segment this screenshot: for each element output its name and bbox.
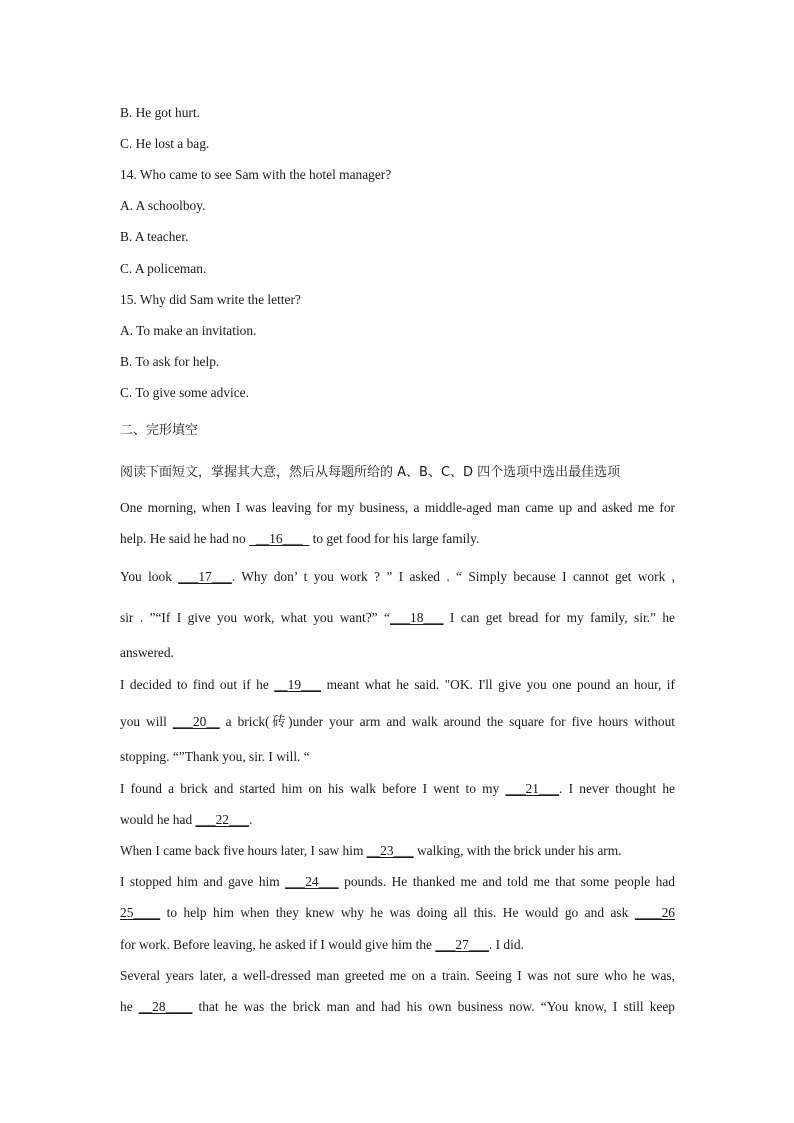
option-a-q15: A. To make an invitation. — [120, 323, 257, 338]
passage-line: I found a brick and started him on his walk before I went to my ___21___. I never thought he — [120, 781, 675, 796]
blank-20: ___20__ — [172, 714, 220, 729]
blank-28: __28____ — [138, 999, 193, 1014]
blank-27: ___27___ — [435, 937, 489, 952]
option-c-q14: C. A policeman. — [120, 261, 207, 276]
option-a-q14: A. A schoolboy. — [120, 198, 206, 213]
question-15: 15. Why did Sam write the letter? — [120, 292, 301, 307]
passage-line: You look ___17___. Why don’ t you work ? ” I asked . “ Simply because I cannot get work , — [120, 569, 675, 584]
option-b-q14: B. A teacher. — [120, 229, 189, 244]
blank-22: ___22___ — [195, 812, 250, 827]
passage-line: sir . ”“If I give you work, what you want?” “___18___ I can get bread for my family, sir.” he — [120, 610, 675, 625]
blank-17: ___17___ — [178, 569, 232, 584]
blank-21: ___21___ — [505, 781, 560, 796]
passage-line: stopping. “”Thank you, sir. I will. “ — [120, 749, 310, 764]
passage-line: help. He said he had no __16___ to get food for his large family. — [120, 531, 480, 546]
passage-line: When I came back five hours later, I saw him __23___ walking, with the brick under his arm. — [120, 843, 622, 858]
passage-line: you will ___20__ a brick(砖)under your arm and walk around the square for five hours without — [120, 714, 675, 729]
passage-line: One morning, when I was leaving for my business, a middle-aged man came up and asked me for — [120, 500, 675, 515]
blank-25: 25____ — [120, 905, 161, 920]
option-b-q15: B. To ask for help. — [120, 354, 220, 369]
blank-24: ___24___ — [285, 874, 339, 889]
passage-line: for work. Before leaving, he asked if I would give him the ___27___. I did. — [120, 937, 524, 952]
blank-26: ____26 — [634, 905, 675, 920]
option-c-q15: C. To give some advice. — [120, 385, 249, 400]
passage-line: would he had ___22___. — [120, 812, 253, 827]
passage-line: I stopped him and gave him ___24___ pounds. He thanked me and told me that some people had — [120, 874, 675, 889]
blank-18: ___18___ — [389, 610, 444, 625]
passage-line: answered. — [120, 645, 174, 660]
blank-19: __19___ — [274, 677, 322, 692]
passage-line: 25____ to help him when they knew why he was doing all this. He would go and ask ____26 — [120, 905, 675, 920]
option-b-q13: B. He got hurt. — [120, 105, 200, 120]
option-c-q13: C. He lost a bag. — [120, 136, 210, 151]
passage-line: I decided to find out if he __19___ meant what he said. "OK. I'll give you one pound an hour, if — [120, 677, 675, 692]
passage-line: Several years later, a well-dressed man greeted me on a train. Seeing I was not sure who he was, — [120, 968, 675, 983]
question-14: 14. Who came to see Sam with the hotel manager? — [120, 167, 392, 182]
section-instruction: 阅读下面短文，掌握其大意，然后从每题所给的 A、B、C、D 四个选项中选出最佳选项 — [120, 465, 621, 480]
passage-line: he __28____ that he was the brick man and had his own business now. “You know, I still keep — [120, 999, 675, 1014]
blank-23: __23___ — [366, 843, 414, 858]
section-title: 二、完形填空 — [120, 423, 199, 438]
blank-16: __16___ — [249, 531, 310, 546]
